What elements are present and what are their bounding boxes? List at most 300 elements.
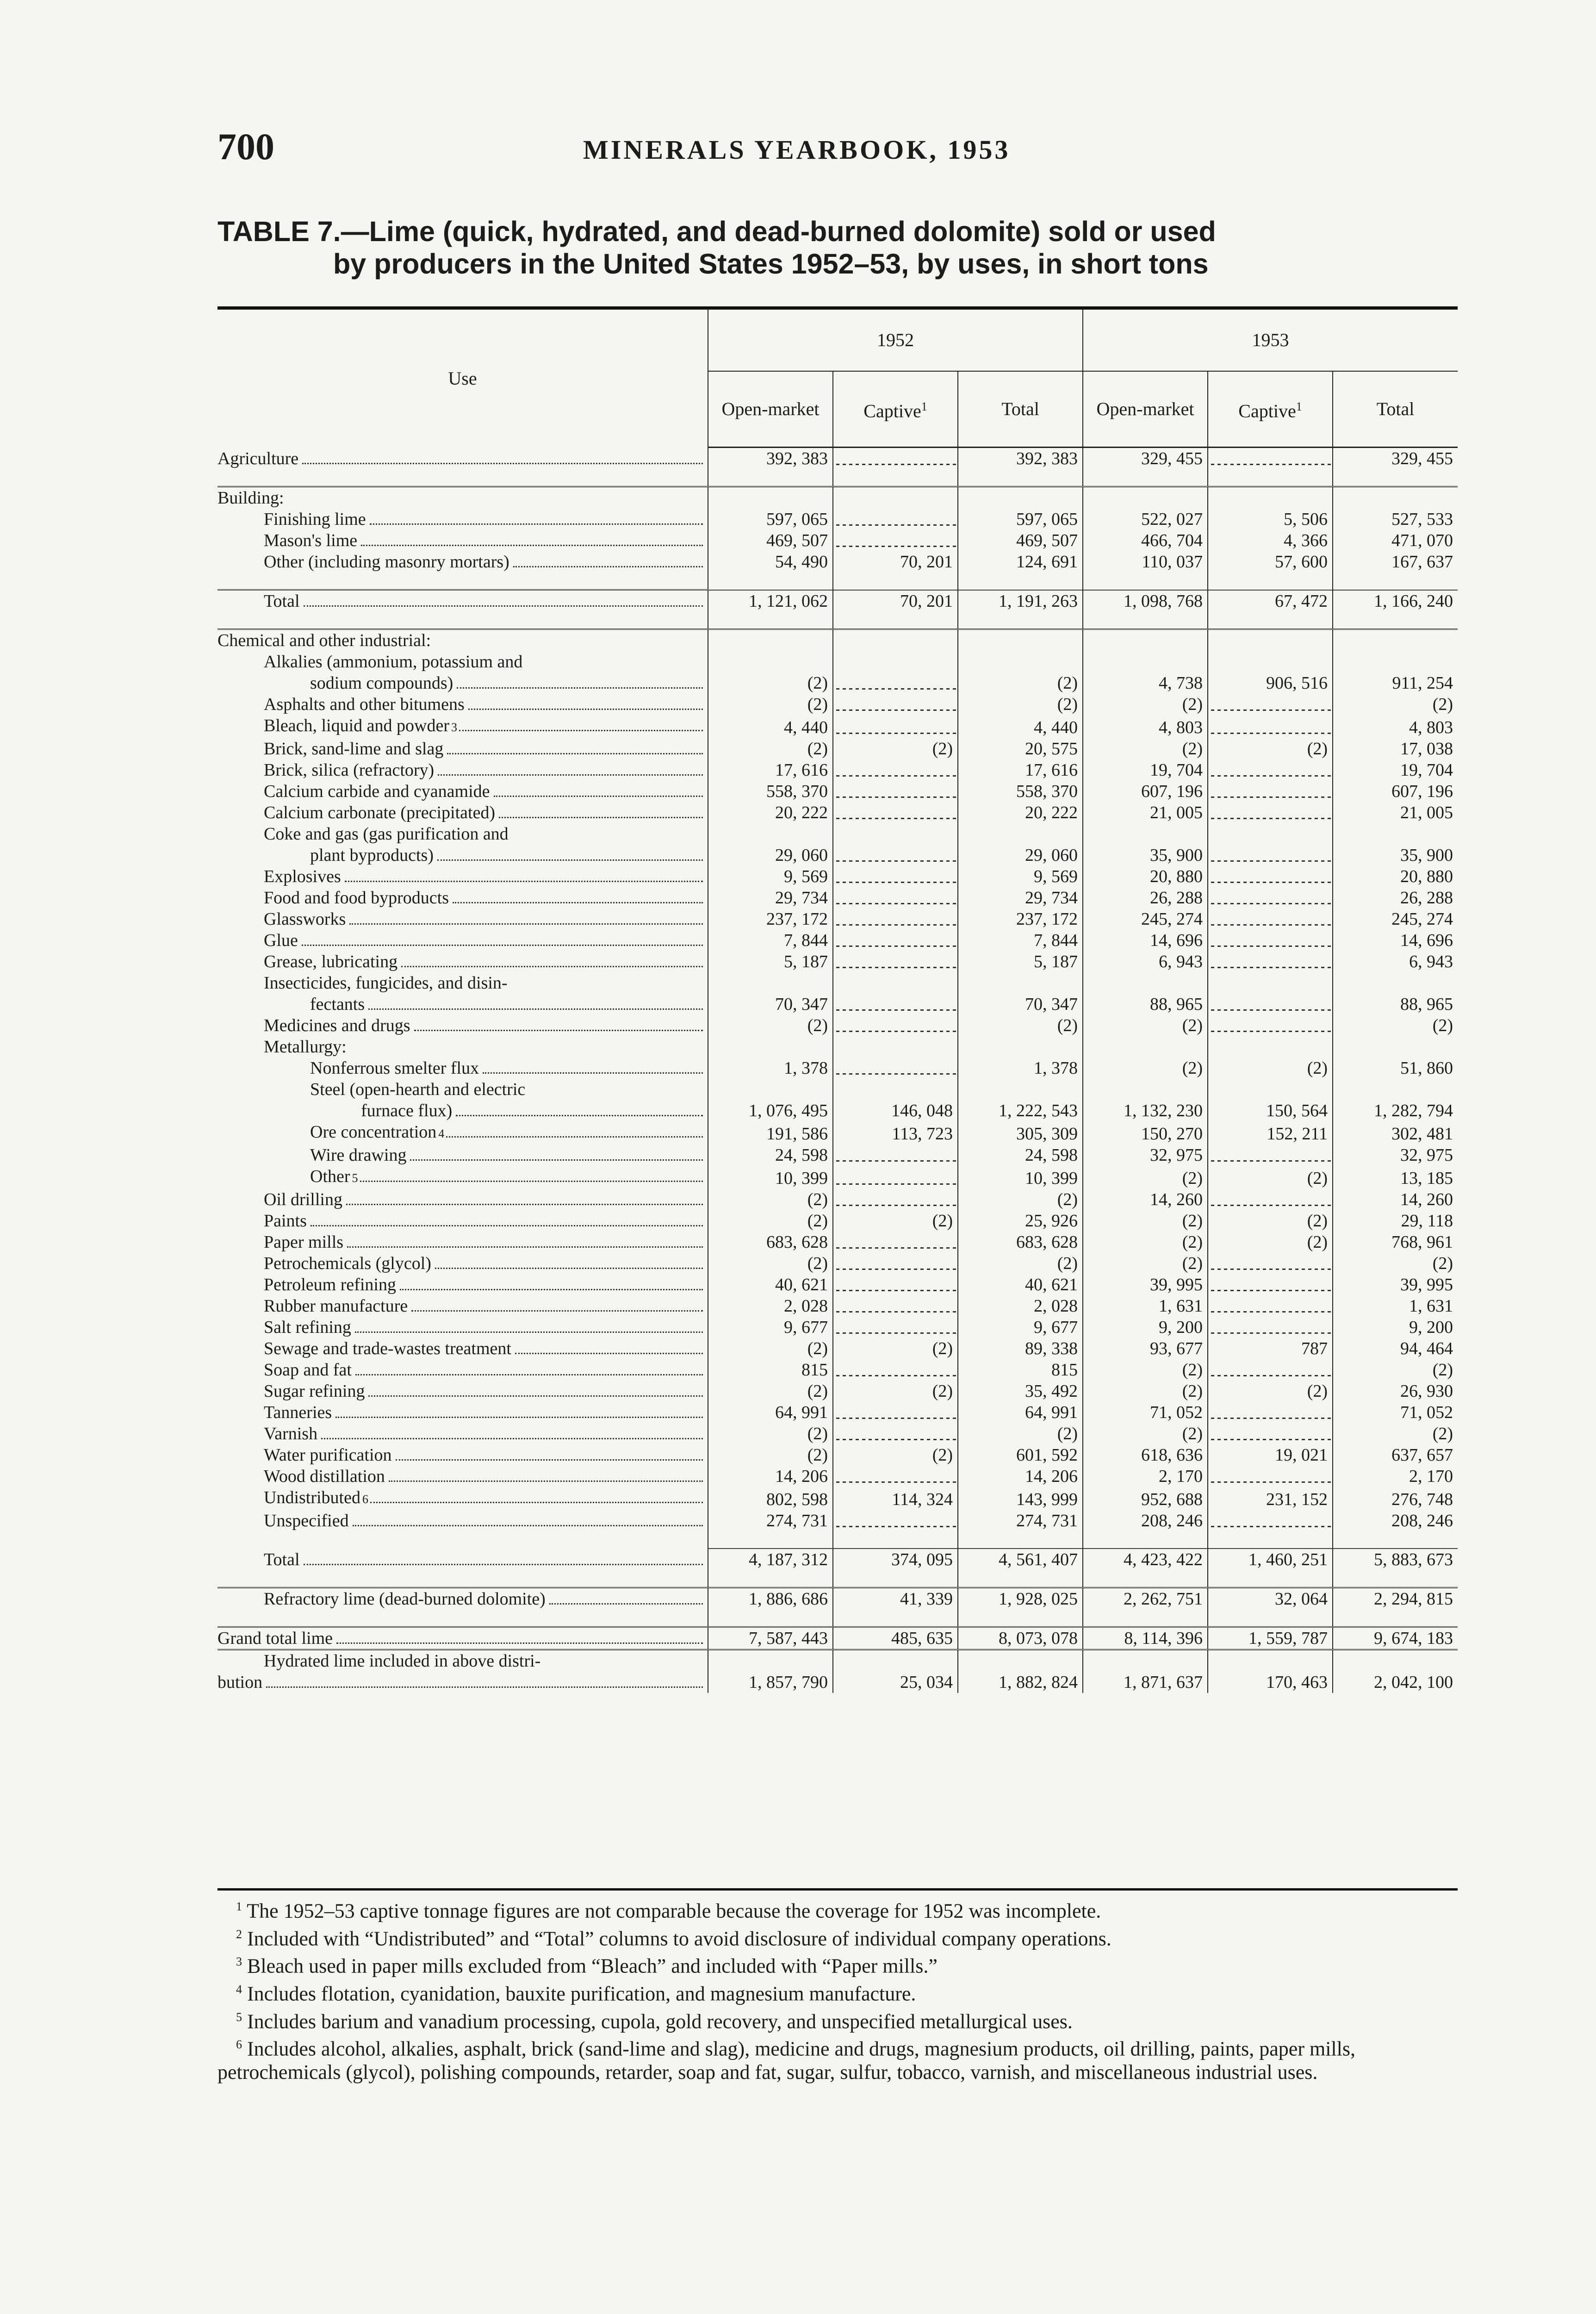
spacer-cell [1083, 1610, 1208, 1627]
row-spacer [217, 1570, 1458, 1588]
use-label: Petrochemicals (glycol) [264, 1253, 433, 1274]
use-label-cell [217, 1423, 708, 1444]
open-market-1953-cell [1083, 651, 1208, 672]
use-label: Alkalies (ammonium, potassium and [264, 652, 524, 672]
open-market-1952-cell: (2) [708, 1444, 833, 1466]
use-label-wrap [264, 802, 703, 823]
total-1953-cell [1333, 487, 1458, 509]
total-1953-cell: 20, 880 [1333, 866, 1458, 887]
use-label-cell [217, 1359, 708, 1381]
spacer-cell [958, 1570, 1083, 1588]
captive-1952-cell [833, 1189, 958, 1210]
use-label-wrap [264, 551, 703, 572]
total-1953-cell: 5, 883, 673 [1333, 1549, 1458, 1570]
spacer-cell [1083, 612, 1208, 629]
spacer-cell [833, 572, 958, 590]
total-1953-cell: (2) [1333, 694, 1458, 715]
total-1952-cell: 1, 222, 543 [958, 1100, 1083, 1121]
spacer-cell [217, 612, 708, 629]
total-1953-cell: 9, 200 [1333, 1317, 1458, 1338]
use-label-wrap [264, 1381, 703, 1402]
use-label: Refractory lime (dead-burned dolomite) [264, 1588, 547, 1610]
open-market-1953-cell: 39, 995 [1083, 1274, 1208, 1295]
use-label-wrap [264, 823, 703, 845]
open-market-1953-cell: (2) [1083, 1232, 1208, 1253]
captive-1953-cell: 67, 472 [1208, 590, 1333, 612]
use-label: Steel (open-hearth and electric [310, 1080, 527, 1099]
use-label: fectants [310, 994, 366, 1015]
lime-table-container [217, 306, 1458, 1693]
use-label-cell [217, 823, 708, 845]
use-label: Insecticides, fungicides, and disin- [264, 973, 509, 993]
total-1952-cell: 70, 347 [958, 994, 1083, 1015]
open-market-1952-cell: 20, 222 [708, 802, 833, 823]
use-label: Other (including masonry mortars) [264, 551, 511, 572]
open-market-1952-cell: 2, 028 [708, 1295, 833, 1317]
captive-1952-cell [833, 930, 958, 951]
use-label-wrap [264, 1253, 703, 1274]
open-market-1953-cell: 14, 260 [1083, 1189, 1208, 1210]
captive-1952-cell [833, 1359, 958, 1381]
total-1952-cell: 469, 507 [958, 530, 1083, 551]
captive-1953-cell [1208, 715, 1333, 738]
open-market-1952-cell: 1, 121, 062 [708, 590, 833, 612]
captive-1953-cell [1208, 1189, 1333, 1210]
captive-1953-cell: (2) [1208, 1057, 1333, 1079]
use-label: Metallurgy: [264, 1037, 348, 1057]
total-1953-cell: 17, 038 [1333, 738, 1458, 759]
open-market-1953-cell: (2) [1083, 1359, 1208, 1381]
use-label: Calcium carbide and cyanamide [264, 781, 492, 802]
total-1953-cell: 471, 070 [1333, 530, 1458, 551]
captive-1952-cell [833, 802, 958, 823]
use-label-wrap [264, 908, 703, 930]
total-1953-cell: 208, 246 [1333, 1510, 1458, 1531]
spacer-cell [1208, 612, 1333, 629]
use-label-cell [217, 1317, 708, 1338]
total-1953-cell: 29, 118 [1333, 1210, 1458, 1232]
open-market-1952-cell: 5, 187 [708, 951, 833, 972]
spacer-cell [958, 612, 1083, 629]
row-spacer [217, 612, 1458, 629]
total-1953-cell: 14, 696 [1333, 930, 1458, 951]
year-1952-header: 1952 [708, 308, 1083, 372]
open-market-1953-cell: (2) [1083, 694, 1208, 715]
captive-1952-cell: 114, 324 [833, 1487, 958, 1510]
open-market-1953-cell: 607, 196 [1083, 781, 1208, 802]
open-market-1952-cell: 1, 857, 790 [708, 1672, 833, 1693]
table-row [217, 1274, 1458, 1295]
captive-1953-header [1208, 371, 1333, 448]
use-label-wrap [264, 1189, 703, 1210]
table-row [217, 1232, 1458, 1253]
captive-1952-cell [833, 629, 958, 652]
use-label: Brick, silica (refractory) [264, 759, 436, 781]
open-market-1952-cell [708, 972, 833, 994]
use-label-cell [217, 951, 708, 972]
open-market-1953-cell: 19, 704 [1083, 759, 1208, 781]
footnote-ref: 6 [362, 1493, 368, 1506]
use-label-wrap [264, 1359, 703, 1381]
use-label-cell [217, 802, 708, 823]
use-label-cell [217, 1381, 708, 1402]
table-row [217, 951, 1458, 972]
captive-1952-cell [833, 509, 958, 530]
table-row [217, 1015, 1458, 1036]
total-1952-cell [958, 629, 1083, 652]
open-market-1953-cell: 32, 975 [1083, 1145, 1208, 1166]
open-market-1952-cell: (2) [708, 738, 833, 759]
total-1952-cell: 1, 928, 025 [958, 1588, 1083, 1610]
total-1952-cell [958, 651, 1083, 672]
use-label-cell [217, 1253, 708, 1274]
captive-1953-cell: (2) [1208, 1381, 1333, 1402]
total-1952-cell: 4, 440 [958, 715, 1083, 738]
use-label: bution [217, 1672, 264, 1693]
use-label-cell [217, 1057, 708, 1079]
table-row [217, 1487, 1458, 1510]
open-market-1952-cell: 14, 206 [708, 1466, 833, 1487]
use-label-cell [217, 1145, 708, 1166]
spacer-cell [217, 1570, 708, 1588]
table-row [217, 448, 1458, 470]
footnote-ref: 4 [438, 1127, 445, 1140]
table-row [217, 908, 1458, 930]
open-market-1953-cell: 21, 005 [1083, 802, 1208, 823]
total-1952-cell: 25, 926 [958, 1210, 1083, 1232]
open-market-1952-cell: 597, 065 [708, 509, 833, 530]
open-market-1952-header: Open-market [708, 371, 833, 448]
captive-1953-cell: 32, 064 [1208, 1588, 1333, 1610]
use-label-wrap [217, 448, 703, 469]
spacer-cell [708, 469, 833, 487]
spacer-cell [833, 1610, 958, 1627]
table-row [217, 1189, 1458, 1210]
use-label-cell [217, 972, 708, 994]
total-1952-cell: 5, 187 [958, 951, 1083, 972]
use-label-cell [217, 1232, 708, 1253]
use-label-cell [217, 1487, 708, 1510]
total-1952-cell: 2, 028 [958, 1295, 1083, 1317]
open-market-1953-cell [1083, 487, 1208, 509]
captive-1953-cell [1208, 802, 1333, 823]
footnote-text: The 1952–53 captive tonnage figures are not comparable because the coverage for 1952 was incomplete. [247, 1899, 1101, 1922]
captive-1953-cell [1208, 448, 1333, 470]
captive-1952-cell: (2) [833, 1338, 958, 1359]
total-1953-cell: (2) [1333, 1015, 1458, 1036]
use-label-cell [217, 1650, 708, 1672]
open-market-1953-cell: 522, 027 [1083, 509, 1208, 530]
total-1953-cell: 167, 637 [1333, 551, 1458, 572]
use-label-cell [217, 908, 708, 930]
open-market-1952-cell: 469, 507 [708, 530, 833, 551]
captive-1952-cell [833, 651, 958, 672]
captive-1952-cell: (2) [833, 1210, 958, 1232]
footnote [217, 1895, 1458, 1923]
total-1952-cell: (2) [958, 694, 1083, 715]
open-market-1953-cell: 88, 965 [1083, 994, 1208, 1015]
use-label-cell [217, 651, 708, 672]
table-row [217, 1338, 1458, 1359]
use-label-wrap [264, 1232, 703, 1253]
spacer-cell [833, 1531, 958, 1549]
total-1953-cell: 14, 260 [1333, 1189, 1458, 1210]
open-market-1952-cell: 29, 734 [708, 887, 833, 908]
use-label: Undistributed [264, 1487, 362, 1508]
table-row [217, 629, 1458, 652]
captive-1953-cell [1208, 1423, 1333, 1444]
use-label-cell [217, 629, 708, 652]
use-label-cell [217, 530, 708, 551]
footnote-mark: 5 [236, 2010, 242, 2024]
captive-footnote-mark: 1 [1296, 400, 1302, 414]
captive-1953-cell [1208, 1650, 1333, 1672]
open-market-1953-cell: 9, 200 [1083, 1317, 1208, 1338]
use-label-cell [217, 1338, 708, 1359]
open-market-1952-cell: (2) [708, 1189, 833, 1210]
spacer-cell [833, 469, 958, 487]
spacer-cell [708, 1570, 833, 1588]
total-1952-cell [958, 1079, 1083, 1100]
total-1953-cell: 6, 943 [1333, 951, 1458, 972]
use-label-cell [217, 1274, 708, 1295]
captive-1952-cell [833, 972, 958, 994]
open-market-1952-cell: 9, 569 [708, 866, 833, 887]
total-1952-cell: 601, 592 [958, 1444, 1083, 1466]
captive-1952-cell [833, 1145, 958, 1166]
spacer-cell [1208, 1570, 1333, 1588]
total-1952-cell [958, 1650, 1083, 1672]
table-row [217, 1036, 1458, 1057]
open-market-1952-cell: 1, 886, 686 [708, 1588, 833, 1610]
table-row [217, 759, 1458, 781]
footnote [217, 1923, 1458, 1951]
use-label: Bleach, liquid and powder [264, 715, 451, 736]
use-label-cell [217, 694, 708, 715]
total-1953-cell: 2, 170 [1333, 1466, 1458, 1487]
open-market-1952-cell: 191, 586 [708, 1121, 833, 1145]
open-market-1953-cell [1083, 823, 1208, 845]
open-market-1953-cell: (2) [1083, 738, 1208, 759]
use-label-wrap [264, 1036, 703, 1057]
use-label: Chemical and other industrial: [217, 631, 433, 650]
lime-uses-table [217, 306, 1458, 1693]
table-row [217, 509, 1458, 530]
use-label-wrap [264, 694, 703, 715]
use-label-wrap [264, 972, 703, 994]
table-row [217, 1145, 1458, 1166]
use-label-wrap [264, 738, 703, 759]
captive-1953-cell [1208, 1274, 1333, 1295]
total-1953-cell: 88, 965 [1333, 994, 1458, 1015]
open-market-1952-cell: (2) [708, 1338, 833, 1359]
total-1952-cell: 89, 338 [958, 1338, 1083, 1359]
spacer-cell [708, 1610, 833, 1627]
row-spacer [217, 469, 1458, 487]
use-label-cell [217, 994, 708, 1015]
total-1953-cell: 637, 657 [1333, 1444, 1458, 1466]
use-label: Finishing lime [264, 509, 368, 530]
use-label-wrap [264, 1423, 703, 1444]
total-1953-cell: 19, 704 [1333, 759, 1458, 781]
open-market-1952-cell: (2) [708, 1015, 833, 1036]
captive-1953-cell [1208, 487, 1333, 509]
use-label: Calcium carbonate (precipitated) [264, 802, 497, 823]
captive-1953-cell [1208, 1510, 1333, 1531]
total-1952-cell: 237, 172 [958, 908, 1083, 930]
year-1953-header: 1953 [1083, 308, 1458, 372]
table-row [217, 1057, 1458, 1079]
table-row [217, 715, 1458, 738]
use-label-cell [217, 1079, 708, 1100]
use-label-wrap [264, 1588, 703, 1610]
open-market-1953-cell: 1, 871, 637 [1083, 1672, 1208, 1693]
captive-1952-cell: (2) [833, 738, 958, 759]
spacer-cell [1333, 1570, 1458, 1588]
captive-1953-cell: 150, 564 [1208, 1100, 1333, 1121]
use-label-wrap [264, 1317, 703, 1338]
captive-1953-cell [1208, 908, 1333, 930]
total-1953-cell: 245, 274 [1333, 908, 1458, 930]
page-header [217, 125, 1458, 180]
open-market-1953-cell: 4, 423, 422 [1083, 1549, 1208, 1570]
open-market-1953-cell [1083, 1079, 1208, 1100]
use-label: Building: [217, 488, 286, 508]
open-market-1952-cell: 10, 399 [708, 1166, 833, 1189]
open-market-1953-cell: 4, 803 [1083, 715, 1208, 738]
open-market-1953-cell: (2) [1083, 1253, 1208, 1274]
use-label-cell [217, 1166, 708, 1189]
table-row [217, 1627, 1458, 1650]
table-body [217, 448, 1458, 1693]
use-label-cell [217, 866, 708, 887]
captive-1952-header [833, 371, 958, 448]
spacer-cell [217, 1610, 708, 1627]
open-market-1952-cell [708, 487, 833, 509]
captive-1953-cell [1208, 866, 1333, 887]
table-row [217, 802, 1458, 823]
row-spacer [217, 572, 1458, 590]
use-label-cell [217, 1100, 708, 1121]
use-label: Medicines and drugs [264, 1015, 412, 1036]
spacer-cell [958, 1610, 1083, 1627]
captive-1952-cell [833, 887, 958, 908]
table-row [217, 1079, 1458, 1100]
total-1952-cell: 40, 621 [958, 1274, 1083, 1295]
table-row [217, 1510, 1458, 1531]
open-market-1953-cell: 245, 274 [1083, 908, 1208, 930]
use-label-wrap [264, 1510, 703, 1531]
captive-1953-cell [1208, 972, 1333, 994]
total-1952-cell: 1, 378 [958, 1057, 1083, 1079]
open-market-1952-cell: (2) [708, 1253, 833, 1274]
open-market-1952-cell: 683, 628 [708, 1232, 833, 1253]
captive-1952-cell: (2) [833, 1444, 958, 1466]
open-market-1952-cell: 24, 598 [708, 1145, 833, 1166]
use-label-wrap [264, 591, 703, 612]
total-row [217, 1549, 1458, 1570]
footnote [217, 2033, 1458, 2084]
use-label-wrap [264, 715, 703, 738]
use-label: Total [264, 1549, 302, 1570]
spacer-cell [1208, 572, 1333, 590]
total-1953-cell: 1, 631 [1333, 1295, 1458, 1317]
captive-1953-cell [1208, 1079, 1333, 1100]
use-label: Wire drawing [310, 1145, 408, 1166]
total-1952-cell: 10, 399 [958, 1166, 1083, 1189]
use-label: Paints [264, 1210, 309, 1232]
use-label-wrap [361, 1100, 703, 1121]
total-1952-cell: 7, 844 [958, 930, 1083, 951]
footnote-mark: 2 [236, 1927, 242, 1941]
captive-1952-cell [833, 908, 958, 930]
open-market-1952-cell [708, 1079, 833, 1100]
total-1953-cell: 527, 533 [1333, 509, 1458, 530]
captive-1953-cell [1208, 823, 1333, 845]
open-market-1953-cell: (2) [1083, 1210, 1208, 1232]
open-market-1953-cell: 618, 636 [1083, 1444, 1208, 1466]
use-label-cell [217, 1549, 708, 1570]
use-label-wrap [264, 1444, 703, 1466]
use-label: Varnish [264, 1423, 319, 1444]
use-label-wrap [264, 781, 703, 802]
use-label: Coke and gas (gas purification and [264, 824, 510, 844]
table-row [217, 651, 1458, 672]
total-1953-cell: 329, 455 [1333, 448, 1458, 470]
total-1953-cell: 51, 860 [1333, 1057, 1458, 1079]
open-market-1952-cell: 1, 378 [708, 1057, 833, 1079]
use-label: furnace flux) [361, 1100, 454, 1121]
footnote-mark: 3 [236, 1955, 242, 1969]
captive-1952-cell [833, 1036, 958, 1057]
total-1953-cell: (2) [1333, 1423, 1458, 1444]
use-label-cell [217, 1627, 708, 1650]
open-market-1952-cell [708, 1650, 833, 1672]
open-market-1953-cell: 2, 262, 751 [1083, 1588, 1208, 1610]
captive-1953-cell [1208, 1402, 1333, 1423]
use-label-wrap [264, 1338, 703, 1359]
spacer-cell [1333, 572, 1458, 590]
total-1953-cell: 26, 288 [1333, 887, 1458, 908]
captive-1953-cell: 19, 021 [1208, 1444, 1333, 1466]
captive-1952-cell [833, 1423, 958, 1444]
captive-1952-cell: 70, 201 [833, 551, 958, 572]
total-1952-cell: 558, 370 [958, 781, 1083, 802]
total-1952-cell: (2) [958, 672, 1083, 694]
footnote-mark: 4 [236, 1982, 242, 1996]
captive-1952-cell [833, 1166, 958, 1189]
total-1952-cell: (2) [958, 1189, 1083, 1210]
captive-1953-cell: 57, 600 [1208, 551, 1333, 572]
total-1952-cell: 4, 561, 407 [958, 1549, 1083, 1570]
total-1952-cell: 8, 073, 078 [958, 1627, 1083, 1650]
use-label-wrap [310, 1145, 703, 1166]
captive-1952-cell [833, 1510, 958, 1531]
use-label-cell [217, 1402, 708, 1423]
use-label: Unspecified [264, 1510, 351, 1531]
table-row [217, 1402, 1458, 1423]
use-label-wrap [310, 994, 703, 1015]
use-label: Food and food byproducts [264, 887, 451, 908]
use-label-cell [217, 715, 708, 738]
open-market-1953-cell: 208, 246 [1083, 1510, 1208, 1531]
table-row [217, 672, 1458, 694]
captive-1952-cell [833, 1402, 958, 1423]
total-1952-cell [958, 823, 1083, 845]
use-label-wrap [264, 951, 703, 972]
captive-1953-cell [1208, 1015, 1333, 1036]
total-1953-cell: 9, 674, 183 [1333, 1627, 1458, 1650]
